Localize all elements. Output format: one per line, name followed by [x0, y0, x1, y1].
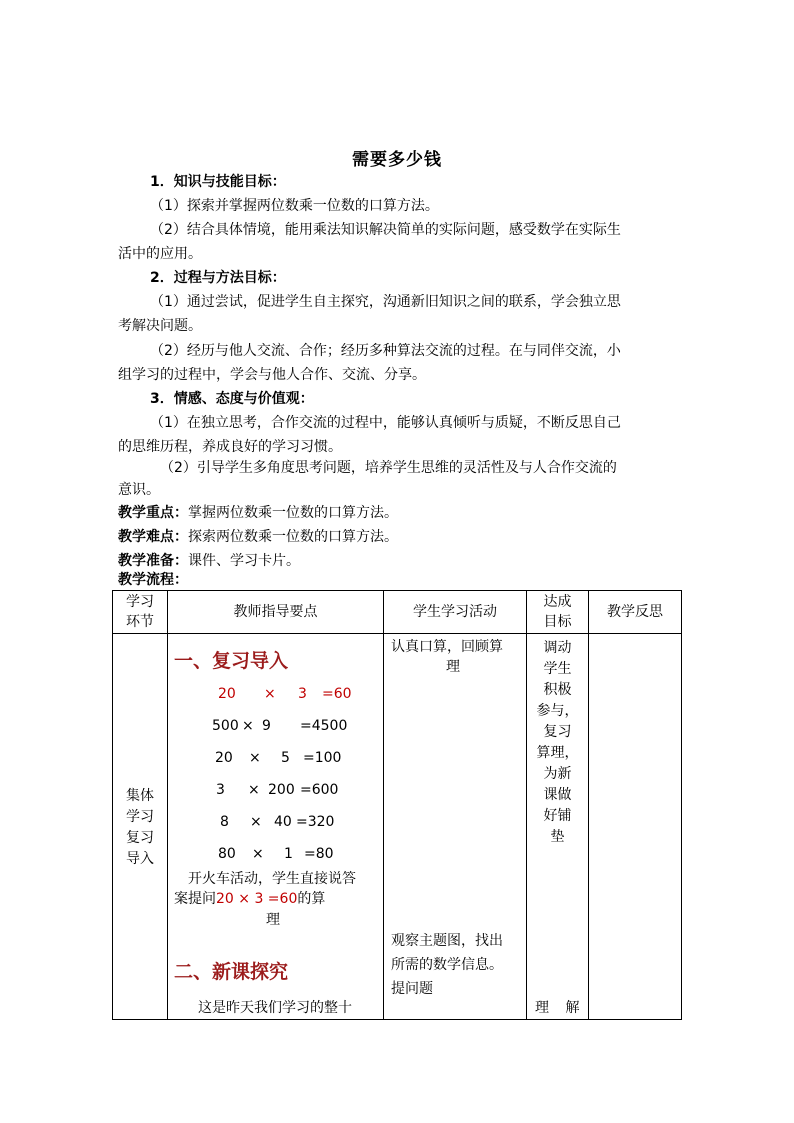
objective-text: 意识。	[118, 482, 160, 498]
objective-text: 考解决问题。	[118, 318, 202, 334]
header-goal-line: 目标	[543, 614, 572, 630]
header-goal-line: 达成	[543, 594, 572, 610]
teaching-preparation	[118, 551, 680, 571]
objective-text: （2）引导学生多角度思考问题，培养学生思维的灵活性及与人合作交流的	[160, 460, 617, 476]
teaching-difficulty-text: 探索两位数乘一位数的口算方法。	[188, 529, 398, 545]
section-new-lesson: 二、新课探究	[174, 961, 289, 983]
cell-student-activity	[384, 634, 527, 1020]
objective-text: 组学习的过程中，学会与他人合作、交流、分享。	[118, 367, 426, 383]
teaching-difficulty-label: 教学难点：	[118, 529, 188, 545]
section-heading-knowledge: 1．知识与技能目标：	[150, 174, 286, 190]
teaching-flow-label: 教学流程：	[118, 572, 188, 588]
student-activity-text: 提问题	[391, 981, 433, 997]
objective-text: （1）通过尝试，促进学生自主探究，沟通新旧知识之间的联系，学会独立思	[150, 294, 621, 310]
teaching-preparation-label: 教学准备：	[118, 553, 188, 569]
table-header-row	[113, 591, 682, 634]
header-teacher-guidance: 教师指导要点	[168, 591, 384, 634]
stage-line: 集体	[126, 788, 154, 804]
table-row	[113, 634, 682, 1020]
header-stage-line: 环节	[126, 614, 154, 630]
goal-text: 调动 学生 积极 参与， 复习 算理， 为新 课做 好铺 垫	[536, 640, 579, 845]
equation-row: 80 × 1 =80	[218, 846, 334, 862]
objective-text: （1）在独立思考，合作交流的过程中，能够认真倾听与质疑，不断反思自己	[150, 415, 621, 431]
teaching-difficulty	[118, 527, 680, 547]
section-heading-attitude: 3．情感、态度与价值观：	[150, 391, 314, 407]
teaching-focus-text: 掌握两位数乘一位数的口算方法。	[188, 505, 398, 521]
header-student-activity: 学生学习活动	[384, 591, 527, 634]
cell-teacher-guidance	[168, 634, 384, 1020]
teaching-focus	[118, 503, 680, 523]
header-reflection: 教学反思	[589, 591, 682, 634]
equation-row: 500 × 9 =4500	[212, 718, 348, 734]
objective-text: （2）经历与他人交流、合作；经历多种算法交流的过程。在与同伴交流，小	[150, 343, 621, 359]
train-equation: 20 × 3 =60	[216, 891, 298, 907]
teaching-focus-label: 教学重点：	[118, 505, 188, 521]
lesson-text: 这是昨天我们学习的整十	[198, 1000, 352, 1016]
equation-row: 20 × 5 =100	[215, 750, 342, 766]
teaching-flow-table	[112, 590, 682, 1020]
section-review-intro: 一、复习导入	[174, 650, 289, 672]
teaching-preparation-text: 课件、学习卡片。	[188, 553, 300, 569]
equation-row: 3 × 200 =600	[216, 782, 339, 798]
train-activity-text: 理	[266, 912, 280, 928]
student-activity-text: 观察主题图，找出	[391, 933, 503, 949]
cell-goal	[527, 634, 589, 1020]
section-heading-process: 2．过程与方法目标：	[150, 270, 286, 286]
cell-reflection	[589, 634, 682, 1020]
goal-text-bottom: 理 解	[535, 1000, 586, 1016]
header-stage	[113, 591, 168, 634]
header-goal	[527, 591, 589, 634]
objective-text: （1）探索并掌握两位数乘一位数的口算方法。	[150, 198, 439, 214]
student-activity-text: 理	[446, 659, 460, 675]
header-stage-line: 学习	[126, 594, 154, 610]
stage-line: 学习	[126, 809, 154, 825]
objective-text: （2）结合具体情境，能用乘法知识解决简单的实际问题，感受数学在实际生	[150, 222, 621, 238]
stage-label	[113, 786, 167, 870]
stage-line: 导入	[126, 851, 154, 867]
student-activity-text: 认真口算，回顾算	[391, 639, 503, 655]
objective-text: 的思维历程，养成良好的学习习惯。	[118, 439, 342, 455]
equation-row: 8 × 40 =320	[220, 814, 335, 830]
train-activity-text: 开火车活动，学生直接说答	[188, 871, 356, 887]
cell-stage	[113, 634, 168, 1020]
objective-text: 活中的应用。	[118, 246, 202, 262]
student-activity-text: 所需的数学信息。	[391, 957, 503, 973]
stage-line: 复习	[126, 830, 154, 846]
equation-row: 20 × 3 =60	[218, 686, 352, 702]
train-activity-text: 案提问20 × 3 =60的算	[174, 891, 326, 907]
page-title: 需要多少钱	[352, 150, 442, 170]
